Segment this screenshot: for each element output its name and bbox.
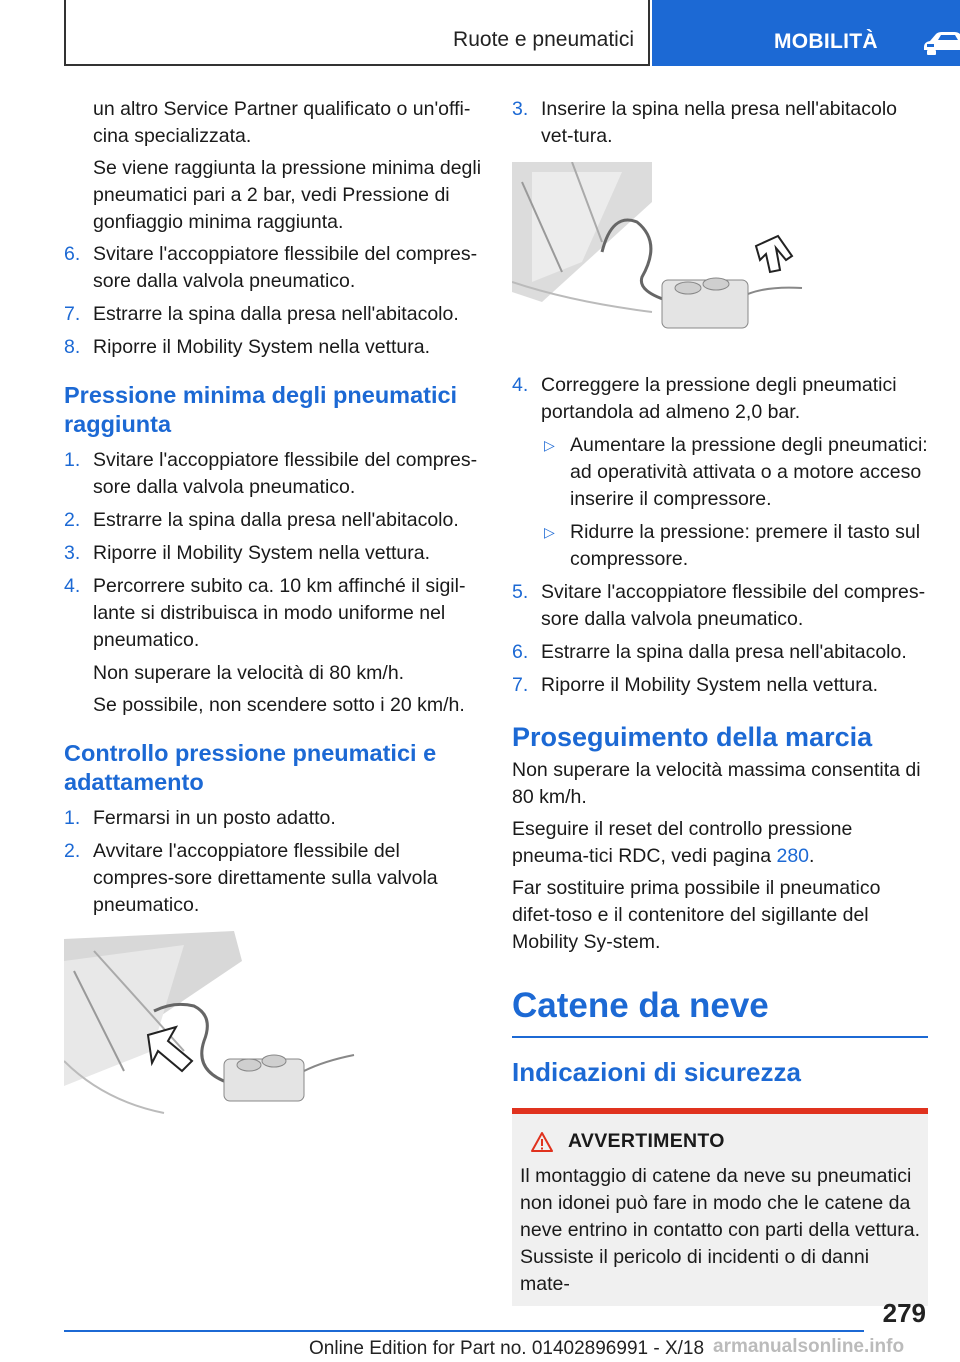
step-note: Se possibile, non scendere sotto i 20 km/h. — [93, 694, 465, 716]
step-number: 1. — [64, 449, 81, 471]
step-item — [64, 507, 482, 534]
header-frame — [64, 0, 650, 66]
step-number: 8. — [64, 336, 81, 358]
step-number: 1. — [64, 807, 81, 829]
step-note: Non superare la velocità di 80 km/h. — [93, 662, 405, 684]
paragraph: Far sostituire prima possibile il pneumatico difet-toso e il contenitore del sigillante del Mobility Sy-stem. — [512, 877, 881, 953]
step-item — [64, 838, 482, 919]
step-number: 7. — [64, 303, 81, 325]
page-link[interactable]: 280 — [776, 845, 810, 867]
continued-text: un altro Service Partner qualificato o un'offi-cina specializzata. — [93, 98, 471, 147]
car-icon — [920, 30, 960, 56]
step-text: Estrarre la spina dalla presa nell'abitacolo. — [93, 509, 459, 531]
heading-min-pressure: Pressione minima degli pneumatici raggiunta — [64, 382, 458, 437]
step-item — [64, 334, 482, 361]
step-text: Percorrere subito ca. 10 km affinché il sigil-lante si distribuisca in modo uniforme nel pneumatico. — [93, 575, 466, 651]
footer-divider — [64, 1330, 864, 1332]
section-title: Ruote e pneumatici — [453, 28, 634, 51]
warning-text: Il montaggio di catene da neve su pneumatici non idonei può fare in modo che le catene da neve entrino in contatto con parti della vettura. Sussiste il pericolo di incidenti o di danni mate- — [520, 1165, 920, 1295]
step-number: 2. — [64, 509, 81, 531]
step-item — [512, 672, 928, 699]
chapter-tab-label: MOBILITÀ — [774, 30, 878, 53]
step-number: 4. — [64, 575, 81, 597]
step-text: Estrarre la spina dalla presa nell'abitacolo. — [93, 303, 459, 325]
step-item — [64, 805, 482, 832]
step-text: Riporre il Mobility System nella vettura. — [93, 542, 431, 564]
heading-continue-driving: Proseguimento della marcia — [512, 722, 873, 752]
step-item — [512, 579, 928, 633]
paragraph: Eseguire il reset del controllo pressione pneuma-tici RDC, vedi pagina 280. — [512, 818, 853, 867]
heading-snow-chains: Catene da neve — [512, 986, 769, 1025]
step-number: 5. — [512, 581, 529, 603]
chapter-tab[interactable] — [652, 0, 960, 66]
bullet-item — [512, 519, 928, 573]
heading-divider — [512, 1036, 928, 1038]
step-item — [64, 540, 482, 567]
bullet-item — [512, 432, 928, 513]
compressor-plug-illustration — [512, 162, 812, 352]
page-number: 279 — [882, 1298, 926, 1328]
step-number: 6. — [64, 243, 81, 265]
step-text: Svitare l'accoppiatore flessibile del compres-sore dalla valvola pneumatico. — [93, 243, 478, 292]
step-text: Riporre il Mobility System nella vettura. — [93, 336, 431, 358]
heading-check-pressure: Controllo pressione pneumatici e adattamento — [64, 740, 437, 795]
right-column — [512, 96, 928, 1306]
warning-title — [520, 1128, 920, 1155]
paragraph: Non superare la velocità massima consentita di 80 km/h. — [512, 759, 921, 808]
warning-title-text: AVVERTIMENTO — [568, 1130, 725, 1152]
step-item — [64, 573, 482, 654]
triangle-bullet-icon: ▷ — [544, 524, 555, 540]
step-item — [64, 301, 482, 328]
triangle-bullet-icon: ▷ — [544, 437, 555, 453]
bullet-text: Ridurre la pressione: premere il tasto sul compressore. — [570, 521, 921, 570]
continued-text: Se viene raggiunta la pressione minima degli pneumatici pari a 2 bar, vedi Pressione di gonfiaggio minima raggiunta. — [93, 157, 482, 233]
left-column — [64, 96, 482, 1141]
footer-watermark: armanualsonline.info — [713, 1336, 905, 1357]
step-text: Correggere la pressione degli pneumatici portandola ad almeno 2,0 bar. — [541, 374, 897, 423]
step-item — [512, 639, 928, 666]
step-item — [64, 447, 482, 501]
footer-edition: Online Edition for Part no. 01402896991 - X/18 — [309, 1338, 705, 1359]
compressor-on-valve-illustration — [64, 931, 364, 1121]
step-item — [512, 372, 928, 426]
warning-triangle-icon — [530, 1131, 554, 1153]
step-number: 3. — [64, 542, 81, 564]
step-text: Riporre il Mobility System nella vettura. — [541, 674, 879, 696]
step-number: 2. — [64, 840, 81, 862]
warning-box — [512, 1108, 928, 1306]
step-text: Inserire la spina nella presa nell'abitacolo vet-tura. — [541, 98, 898, 147]
step-number: 6. — [512, 641, 529, 663]
bullet-text: Aumentare la pressione degli pneumatici: ad operatività attivata o a motore acceso inserire il compressore. — [570, 434, 928, 510]
step-text: Avvitare l'accoppiatore flessibile del compres-sore direttamente sulla valvola pneumatico. — [93, 840, 438, 916]
step-number: 3. — [512, 98, 529, 120]
step-text: Svitare l'accoppiatore flessibile del compres-sore dalla valvola pneumatico. — [541, 581, 926, 630]
step-text: Estrarre la spina dalla presa nell'abitacolo. — [541, 641, 907, 663]
step-item — [512, 96, 928, 150]
step-text: Svitare l'accoppiatore flessibile del compres-sore dalla valvola pneumatico. — [93, 449, 478, 498]
heading-safety-notes: Indicazioni di sicurezza — [512, 1057, 801, 1087]
step-item — [64, 241, 482, 295]
step-number: 4. — [512, 374, 529, 396]
step-text: Fermarsi in un posto adatto. — [93, 807, 336, 829]
step-number: 7. — [512, 674, 529, 696]
